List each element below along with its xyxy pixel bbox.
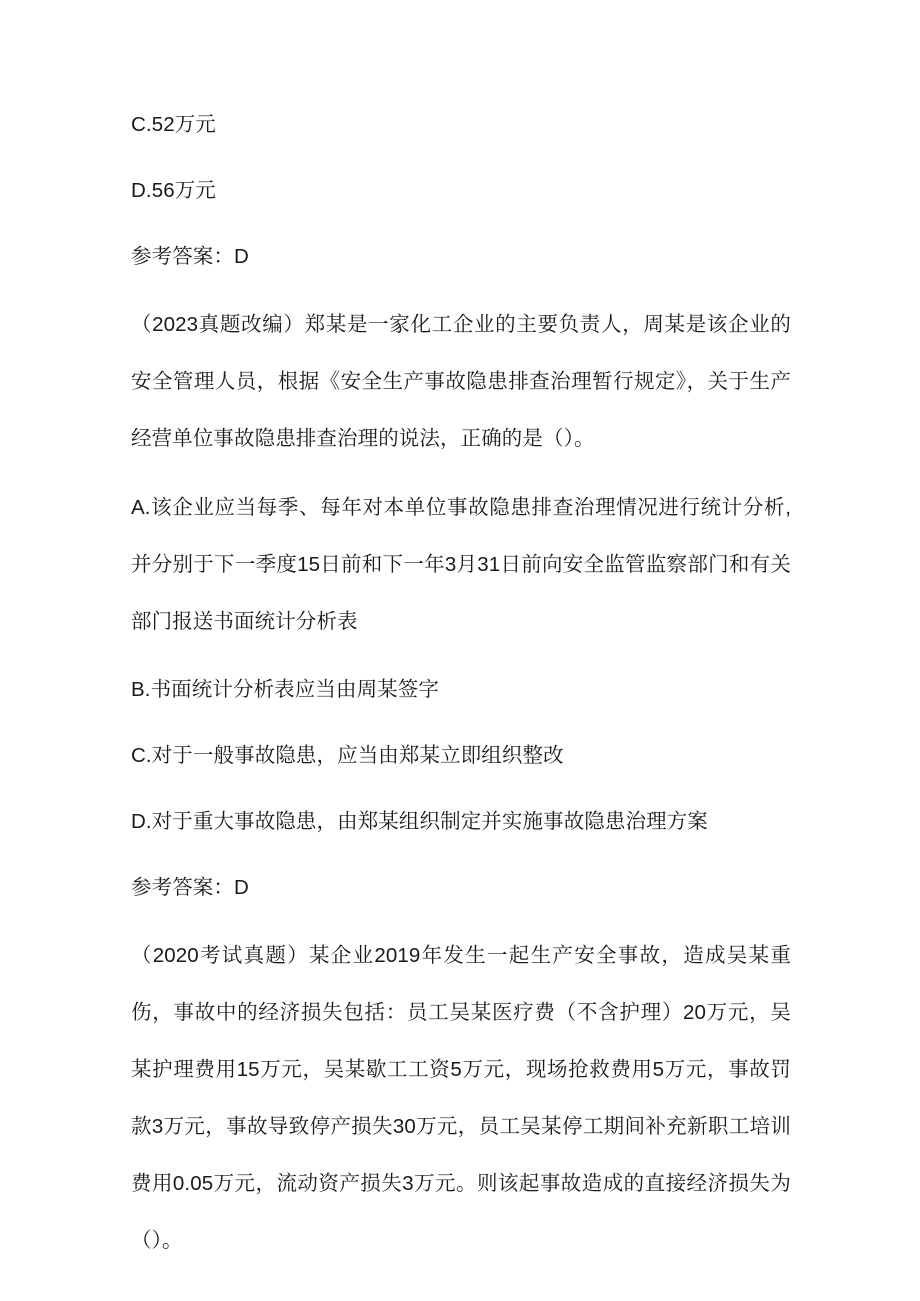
spacer <box>131 784 791 793</box>
spacer <box>131 650 791 661</box>
question-1-option-b: B.书面统计分析表应当由周某签字 <box>131 678 439 701</box>
previous-question-answer: 参考答案：D <box>131 245 249 268</box>
question-1-stem: （2023真题改编）郑某是一家化工企业的主要负责人，周某是该企业的安全管理人员，根据《安全生产事故隐患排查治理暂行规定》，关于生产经营单位事故隐患排查治理的说法，正确的是（）。 <box>131 313 791 450</box>
spacer <box>131 153 791 162</box>
spacer <box>131 285 791 296</box>
question-1-option-c: C.对于一般事故隐患，应当由郑某立即组织整改 <box>131 744 564 767</box>
spacer <box>131 916 791 927</box>
previous-question-option-c: C.52万元 <box>131 113 216 136</box>
question-1-answer: 参考答案：D <box>131 876 249 899</box>
question-1-option-d: D.对于重大事故隐患，由郑某组织制定并实施事故隐患治理方案 <box>131 810 708 833</box>
document-body <box>131 96 791 1269</box>
previous-question-option-d: D.56万元 <box>131 179 216 202</box>
question-2-stem: （2020考试真题）某企业2019年发生一起生产安全事故，造成吴某重伤，事故中的经济损失包括：员工吴某医疗费（不含护理）20万元，吴某护理费用15万元，吴某歇工工资5万元，现场抢救费用5万元，事故罚款3万元，事故导致停产损失30万元，员工吴某停工期间补充新职工培训费用0.05万元，流动资产损失3万元。则该起事故造成的直接经济损失为（）。 <box>131 944 791 1252</box>
spacer <box>131 850 791 859</box>
question-1-option-a: A.该企业应当每季、每年对本单位事故隐患排查治理情况进行统计分析,并分别于下一季度15日前和下一年3月31日前向安全监管监察部门和有关部门报送书面统计分析表 <box>131 496 791 633</box>
spacer <box>131 219 791 228</box>
spacer <box>131 467 791 479</box>
spacer <box>131 718 791 727</box>
